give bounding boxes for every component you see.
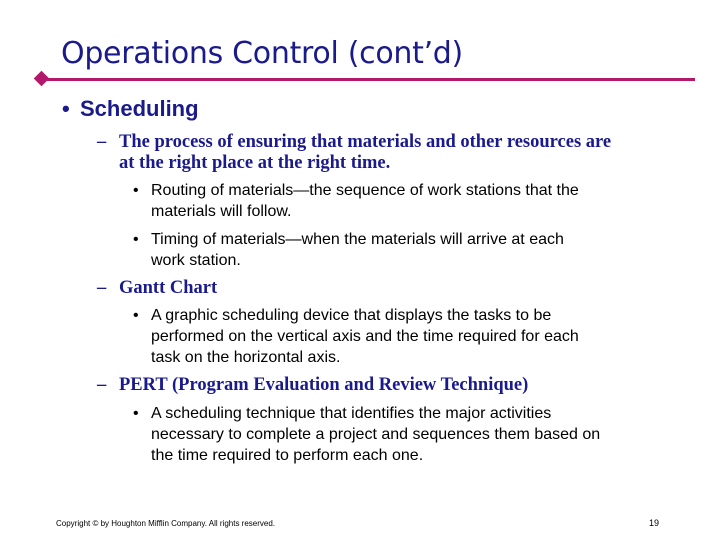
bullet-marker: • — [62, 96, 70, 121]
sub-item-line: Routing of materials—the sequence of work stations that the — [151, 182, 579, 199]
dash-item-line: PERT (Program Evaluation and Review Technique) — [119, 375, 529, 395]
sub-item-line: Timing of materials—when the materials will arrive at each — [151, 231, 564, 248]
dash-item-line: Gantt Chart — [119, 278, 218, 298]
bullet-marker: • — [133, 405, 139, 422]
sub-item-line: A graphic scheduling device that displays the tasks to be — [151, 307, 552, 324]
main-bullet — [62, 96, 199, 122]
title-rule — [42, 78, 695, 81]
dash-marker: – — [97, 132, 107, 152]
dash-marker: – — [97, 278, 107, 298]
sub-item-line: performed on the vertical axis and the time required for each — [151, 328, 579, 345]
bullet-marker: • — [133, 182, 139, 199]
sub-item-line: materials will follow. — [151, 203, 292, 220]
sub-item-line: work station. — [151, 252, 241, 269]
sub-item-line: A scheduling technique that identifies the major activities — [151, 405, 552, 422]
dash-item-line: The process of ensuring that materials and other resources are — [119, 132, 612, 152]
dash-marker: – — [97, 375, 107, 395]
sub-item-line: task on the horizontal axis. — [151, 349, 341, 366]
page-number: 19 — [649, 518, 660, 528]
bullet-marker: • — [133, 231, 139, 248]
sub-item-line: necessary to complete a project and sequences them based on — [151, 426, 601, 443]
slide-title: Operations Control (cont’d) — [61, 36, 463, 71]
sub-item-line: the time required to perform each one. — [151, 447, 424, 464]
main-bullet-label: Scheduling — [80, 96, 199, 121]
bullet-marker: • — [133, 307, 139, 324]
dash-item-line: at the right place at the right time. — [119, 153, 391, 173]
copyright-footer: Copyright © by Houghton Mifflin Company. All rights reserved. — [56, 519, 276, 528]
